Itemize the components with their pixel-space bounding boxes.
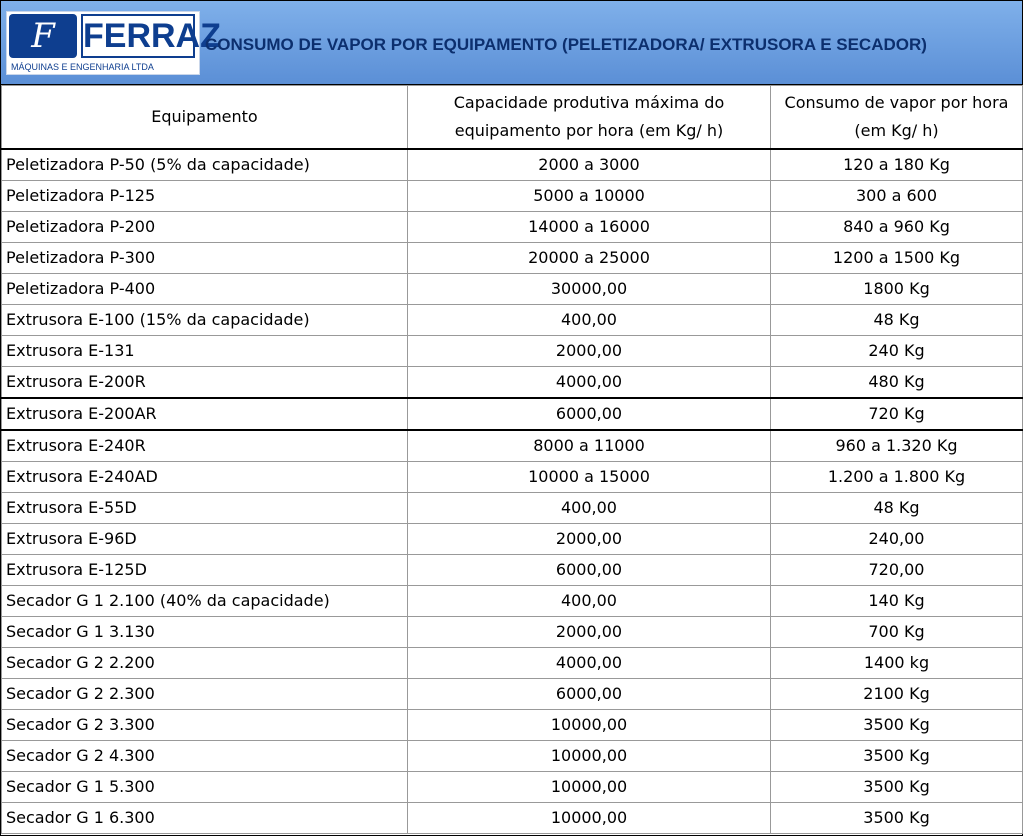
cell-equipment: Secador G 2 2.200 (2, 648, 408, 679)
cell-steam-consumption: 48 Kg (771, 305, 1023, 336)
cell-capacity: 400,00 (408, 493, 771, 524)
cell-equipment: Secador G 1 5.300 (2, 772, 408, 803)
cell-equipment: Peletizadora P-200 (2, 212, 408, 243)
cell-equipment: Extrusora E-55D (2, 493, 408, 524)
cell-equipment: Secador G 2 3.300 (2, 710, 408, 741)
cell-equipment: Extrusora E-131 (2, 336, 408, 367)
cell-steam-consumption: 2100 Kg (771, 679, 1023, 710)
table-row (2, 710, 1023, 741)
table-row (2, 181, 1023, 212)
cell-capacity: 2000 a 3000 (408, 149, 771, 181)
table-row (2, 741, 1023, 772)
logo-subtitle: MÁQUINAS E ENGENHARIA LTDA (11, 62, 154, 72)
table-header-row (2, 86, 1023, 150)
cell-capacity: 2000,00 (408, 336, 771, 367)
table-row (2, 430, 1023, 462)
cell-equipment: Extrusora E-200R (2, 367, 408, 399)
cell-steam-consumption: 3500 Kg (771, 803, 1023, 834)
cell-equipment: Peletizadora P-400 (2, 274, 408, 305)
cell-steam-consumption: 140 Kg (771, 586, 1023, 617)
cell-capacity: 2000,00 (408, 524, 771, 555)
cell-equipment: Extrusora E-96D (2, 524, 408, 555)
ferraz-logo (6, 11, 221, 75)
cell-capacity: 5000 a 10000 (408, 181, 771, 212)
cell-equipment: Peletizadora P-50 (5% da capacidade) (2, 149, 408, 181)
cell-steam-consumption: 720 Kg (771, 398, 1023, 430)
column-header-capacity: Capacidade produtiva máxima do equipamento por hora (em Kg/ h) (408, 86, 771, 150)
column-header-equipment: Equipamento (2, 86, 408, 150)
cell-steam-consumption: 1800 Kg (771, 274, 1023, 305)
table-body (2, 149, 1023, 834)
table-row (2, 679, 1023, 710)
cell-capacity: 2000,00 (408, 617, 771, 648)
cell-capacity: 30000,00 (408, 274, 771, 305)
header-banner (1, 1, 1022, 85)
cell-steam-consumption: 3500 Kg (771, 710, 1023, 741)
cell-capacity: 6000,00 (408, 398, 771, 430)
table-row (2, 398, 1023, 430)
cell-steam-consumption: 3500 Kg (771, 741, 1023, 772)
table-row (2, 274, 1023, 305)
cell-capacity: 6000,00 (408, 679, 771, 710)
table-row (2, 212, 1023, 243)
cell-steam-consumption: 1400 kg (771, 648, 1023, 679)
table-row (2, 555, 1023, 586)
table-row (2, 648, 1023, 679)
table-row (2, 524, 1023, 555)
table-row (2, 243, 1023, 274)
table-row (2, 772, 1023, 803)
cell-capacity: 400,00 (408, 586, 771, 617)
cell-steam-consumption: 300 a 600 (771, 181, 1023, 212)
cell-equipment: Extrusora E-100 (15% da capacidade) (2, 305, 408, 336)
cell-equipment: Extrusora E-240R (2, 430, 408, 462)
cell-equipment: Peletizadora P-300 (2, 243, 408, 274)
table-row (2, 462, 1023, 493)
logo-mark-icon: F (9, 14, 77, 58)
cell-equipment: Secador G 1 2.100 (40% da capacidade) (2, 586, 408, 617)
table-row (2, 149, 1023, 181)
cell-capacity: 10000,00 (408, 710, 771, 741)
cell-capacity: 14000 a 16000 (408, 212, 771, 243)
cell-equipment: Peletizadora P-125 (2, 181, 408, 212)
table-row (2, 803, 1023, 834)
cell-capacity: 10000,00 (408, 803, 771, 834)
cell-steam-consumption: 48 Kg (771, 493, 1023, 524)
cell-equipment: Secador G 1 3.130 (2, 617, 408, 648)
cell-equipment: Extrusora E-200AR (2, 398, 408, 430)
cell-steam-consumption: 1200 a 1500 Kg (771, 243, 1023, 274)
cell-capacity: 4000,00 (408, 367, 771, 399)
page-title: CONSUMO DE VAPOR POR EQUIPAMENTO (PELETIZADORA/ EXTRUSORA E SECADOR) (205, 35, 927, 54)
steam-consumption-table (1, 85, 1023, 834)
table-row (2, 617, 1023, 648)
cell-capacity: 8000 a 11000 (408, 430, 771, 462)
table-row (2, 336, 1023, 367)
table-row (2, 367, 1023, 399)
cell-capacity: 10000,00 (408, 741, 771, 772)
cell-steam-consumption: 960 a 1.320 Kg (771, 430, 1023, 462)
cell-equipment: Extrusora E-240AD (2, 462, 408, 493)
cell-equipment: Secador G 1 6.300 (2, 803, 408, 834)
cell-steam-consumption: 3500 Kg (771, 772, 1023, 803)
cell-steam-consumption: 1.200 a 1.800 Kg (771, 462, 1023, 493)
cell-capacity: 10000,00 (408, 772, 771, 803)
cell-steam-consumption: 120 a 180 Kg (771, 149, 1023, 181)
cell-steam-consumption: 700 Kg (771, 617, 1023, 648)
table-row (2, 493, 1023, 524)
cell-capacity: 400,00 (408, 305, 771, 336)
cell-capacity: 4000,00 (408, 648, 771, 679)
table-row (2, 586, 1023, 617)
cell-capacity: 6000,00 (408, 555, 771, 586)
cell-capacity: 10000 a 15000 (408, 462, 771, 493)
cell-capacity: 20000 a 25000 (408, 243, 771, 274)
cell-steam-consumption: 240,00 (771, 524, 1023, 555)
cell-steam-consumption: 480 Kg (771, 367, 1023, 399)
cell-equipment: Secador G 2 4.300 (2, 741, 408, 772)
logo-name: FERRAZ (81, 14, 195, 58)
column-header-steam-consumption: Consumo de vapor por hora (em Kg/ h) (771, 86, 1023, 150)
cell-steam-consumption: 240 Kg (771, 336, 1023, 367)
table-row (2, 305, 1023, 336)
cell-steam-consumption: 720,00 (771, 555, 1023, 586)
cell-equipment: Extrusora E-125D (2, 555, 408, 586)
cell-equipment: Secador G 2 2.300 (2, 679, 408, 710)
cell-steam-consumption: 840 a 960 Kg (771, 212, 1023, 243)
